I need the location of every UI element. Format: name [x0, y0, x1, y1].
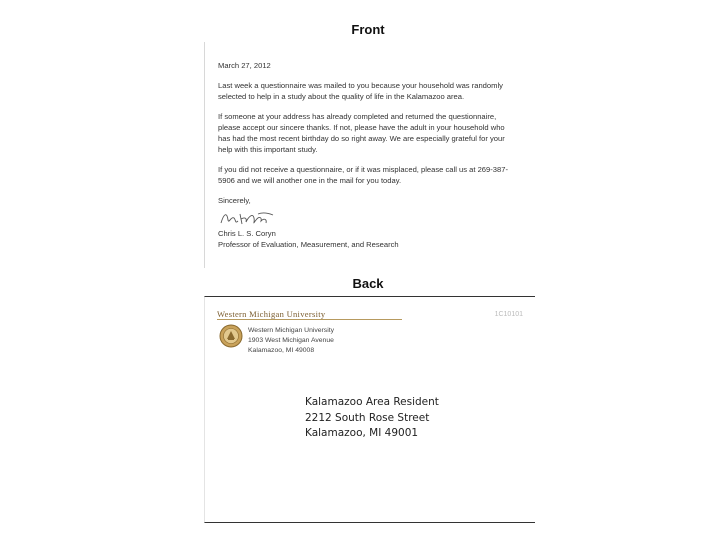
letter-closing: Sincerely,: [218, 196, 251, 205]
back-envelope: [204, 296, 535, 523]
letter-paragraph-1: Last week a questionnaire was mailed to you because your household was randomly selected to help in a study about the quality of life in the Kalamazoo area.: [218, 81, 503, 101]
letter-body: [218, 60, 518, 250]
front-heading: Front: [351, 22, 385, 37]
letter-paragraph-2: If someone at your address has already completed and returned the questionnaire, please accept our sincere thanks. If not, please have the adult in your household who has had the most recent birthday do so right away. We are especially grateful for your help with this important study.: [218, 112, 505, 154]
recipient-line: Kalamazoo Area Resident: [305, 396, 439, 408]
university-seal-icon: [219, 324, 243, 348]
handwritten-signature: [218, 208, 278, 228]
front-letter: [204, 42, 535, 268]
return-address: [248, 326, 334, 356]
signer-name: Chris L. S. Coryn: [218, 229, 276, 238]
back-heading: Back: [352, 276, 384, 291]
recipient-line: 2212 South Rose Street: [305, 411, 430, 424]
mailing-code: 1C10101: [494, 311, 523, 318]
recipient-address: [305, 395, 439, 442]
letter-date: March 27, 2012: [218, 61, 271, 70]
return-address-line: Western Michigan University: [248, 327, 334, 334]
banner-rule: [217, 319, 402, 320]
recipient-line: Kalamazoo, MI 49001: [305, 427, 419, 439]
signature-block: [218, 195, 518, 250]
return-address-line: Kalamazoo, MI 49008: [248, 347, 315, 354]
return-address-line: 1903 West Michigan Avenue: [248, 337, 334, 344]
letter-paragraph-3: If you did not receive a questionnaire, or if it was misplaced, please call us at 269-387-5906 and we will another one in the mail for you today.: [218, 165, 508, 185]
university-banner: Western Michigan University: [217, 309, 326, 319]
signer-title: Professor of Evaluation, Measurement, and Research: [218, 240, 399, 249]
